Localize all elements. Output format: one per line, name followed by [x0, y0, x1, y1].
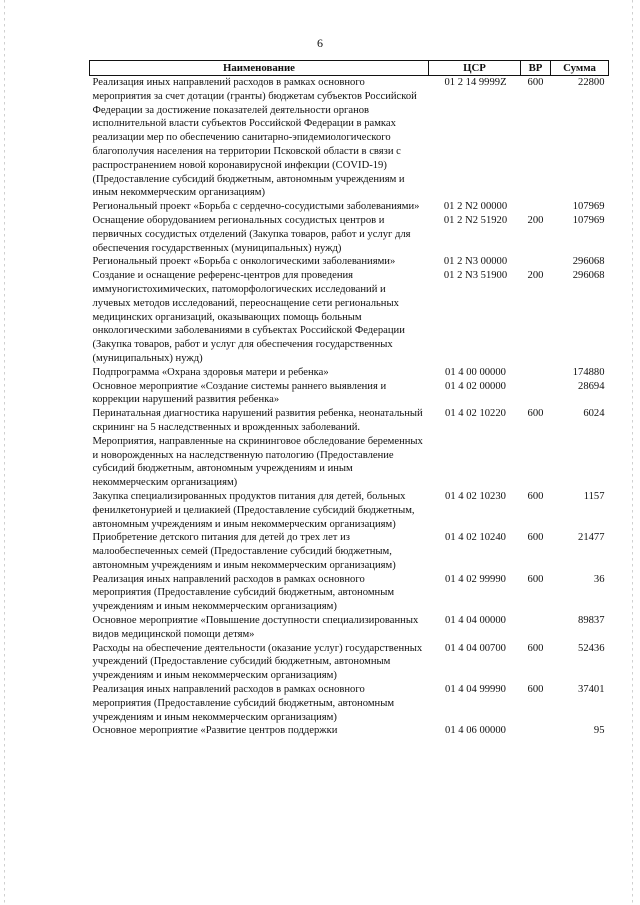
- row-name: Создание и оснащение референс-центров для проведения иммуногистохимических, патоморфологических исследований и лучевых методов исследований, переоснащение сети региональных медицинских организаций, оказывающих помощь больным онкологическими заболеваниями в субъектах Российской Федерации (Закупка товаров, работ и услуг для обеспечения государственных (муниципальных) нужд): [92, 270, 405, 364]
- row-sum: 36: [593, 573, 605, 585]
- row-csr: 01 2 N2 51920: [443, 214, 508, 226]
- row-vr: 600: [527, 642, 544, 654]
- table-row: [90, 407, 609, 490]
- row-vr: 200: [527, 214, 544, 226]
- row-vr: [521, 200, 551, 214]
- row-csr: 01 4 02 10230: [445, 490, 506, 502]
- row-csr: 01 4 02 10220: [445, 408, 506, 420]
- row-vr: 600: [527, 408, 544, 420]
- row-name: Основное мероприятие «Развитие центров поддержки: [92, 725, 338, 737]
- row-sum: 52436: [578, 642, 605, 654]
- row-name: Оснащение оборудованием региональных сосудистых центров и первичных сосудистых отделений (Закупка товаров, работ и услуг для обеспечения государственных (муниципальных) нужд): [92, 214, 411, 254]
- row-sum: 21477: [578, 532, 605, 544]
- row-sum: 107969: [572, 214, 605, 226]
- table-row: [90, 76, 609, 201]
- row-vr: 200: [527, 270, 544, 282]
- row-sum: 95: [593, 725, 605, 737]
- row-name: Основное мероприятие «Создание системы раннего выявления и коррекции нарушений развития ребенка»: [92, 380, 387, 406]
- header-csr: ЦСР: [429, 61, 521, 76]
- row-vr: 600: [527, 573, 544, 585]
- row-name: Основное мероприятие «Повышение доступности специализированных видов медицинской помощи детям»: [92, 615, 419, 640]
- row-vr: 600: [527, 77, 544, 88]
- row-vr: 600: [527, 532, 544, 544]
- scan-edge-right: [632, 0, 633, 905]
- row-vr: [521, 380, 551, 408]
- row-name: Реализация иных направлений расходов в рамках основного мероприятия за счет дотации (гранты) бюджетам субъектов Российской Федерации за достижение показателей деятельности органов исполнительной власти субъектов Российской Федерации в рамках реализации мер по обеспечению санитарно-эпидемиологического благополучия населения на территории Псковской области в связи с распространением новой коронавирусной инфекции (COVID-19) (Предоставление субсидий бюджетным, автономным учреждениям и иным некоммерческим организациям): [92, 77, 417, 199]
- row-sum: 89837: [578, 615, 605, 627]
- row-csr: 01 4 02 00000: [445, 380, 506, 392]
- row-csr: 01 2 N3 51900: [443, 270, 508, 282]
- table-row: [90, 683, 609, 724]
- table-row: [90, 366, 609, 380]
- row-vr: [521, 366, 551, 380]
- table-row: [90, 200, 609, 214]
- row-csr: 01 4 04 99990: [445, 684, 506, 696]
- row-name: Региональный проект «Борьба с онкологическими заболеваниями»: [92, 256, 396, 268]
- row-name: Реализация иных направлений расходов в рамках основного мероприятия (Предоставление субсидий бюджетным, автономным учреждениям и иным некоммерческим организациям): [92, 684, 395, 723]
- row-name: Расходы на обеспечение деятельности (оказание услуг) государственных учреждений (Предоставление субсидий бюджетным, автономным учреждениям и иным некоммерческим организациям): [92, 642, 423, 682]
- row-sum: 6024: [583, 408, 605, 420]
- table-row: [90, 614, 609, 642]
- row-csr: 01 2 14 9999Z: [444, 77, 507, 88]
- table-row: [90, 531, 609, 572]
- scan-edge-left: [4, 0, 5, 905]
- row-csr: 01 4 04 00000: [445, 615, 506, 627]
- row-vr: [521, 724, 551, 738]
- row-sum: 22800: [578, 77, 605, 88]
- row-name: Реализация иных направлений расходов в рамках основного мероприятия (Предоставление субсидий бюджетным, автономным учреждениям и иным некоммерческим организациям): [92, 573, 395, 613]
- page-number: 6: [317, 36, 323, 50]
- row-csr: 01 4 04 00700: [445, 642, 506, 654]
- row-csr: 01 4 02 99990: [445, 573, 506, 585]
- row-csr: 01 2 N3 00000: [443, 256, 508, 268]
- header-sum: Сумма: [551, 61, 609, 76]
- table-row: [90, 380, 609, 408]
- table-row: [90, 724, 609, 738]
- row-csr: 01 4 06 00000: [445, 725, 506, 737]
- row-vr: 600: [527, 684, 544, 696]
- row-vr: [521, 614, 551, 642]
- row-csr: 01 2 N2 00000: [443, 201, 508, 213]
- row-sum: 28694: [578, 380, 605, 392]
- header-name: Наименование: [90, 61, 429, 76]
- row-sum: 37401: [578, 684, 605, 696]
- table-row: [90, 214, 609, 255]
- row-sum: 107969: [572, 201, 605, 213]
- row-sum: 1157: [583, 490, 605, 502]
- row-sum: 174880: [572, 366, 605, 378]
- table-row: [90, 269, 609, 366]
- row-sum: 296068: [572, 270, 605, 282]
- table-row: [90, 490, 609, 531]
- row-sum: 296068: [572, 256, 605, 268]
- row-name: Региональный проект «Борьба с сердечно-сосудистыми заболеваниями»: [92, 201, 420, 213]
- row-name: Приобретение детского питания для детей до трех лет из малообеспеченных семей (Предоставление субсидий бюджетным, автономным учреждениям и иным некоммерческим организациям): [92, 532, 396, 571]
- table-row: [90, 642, 609, 683]
- row-csr: 01 4 02 10240: [445, 532, 506, 544]
- row-vr: [521, 255, 551, 269]
- row-name: Перинатальная диагностика нарушений развития ребенка, неонатальный скрининг на 5 наследственных и врожденных заболеваний. Мероприятия, направленные на скрининговое обследование беременных и новорожденных на наследственную патологию (Предоставление субсидий бюджетным, автономным учреждениям и иным некоммерческим организациям): [92, 408, 423, 489]
- budget-table: [89, 60, 609, 738]
- row-vr: 600: [527, 490, 544, 502]
- row-csr: 01 4 00 00000: [445, 366, 506, 378]
- table-row: [90, 255, 609, 269]
- row-name: Подпрограмма «Охрана здоровья матери и ребенка»: [92, 366, 329, 378]
- table-row: [90, 573, 609, 614]
- row-name: Закупка специализированных продуктов питания для детей, больных фенилкетонурией и целиакией (Предоставление субсидий бюджетным, автономным учреждениям и иным некоммерческим организациям): [92, 490, 415, 530]
- table-header-row: [90, 61, 609, 76]
- header-vr: ВР: [521, 61, 551, 76]
